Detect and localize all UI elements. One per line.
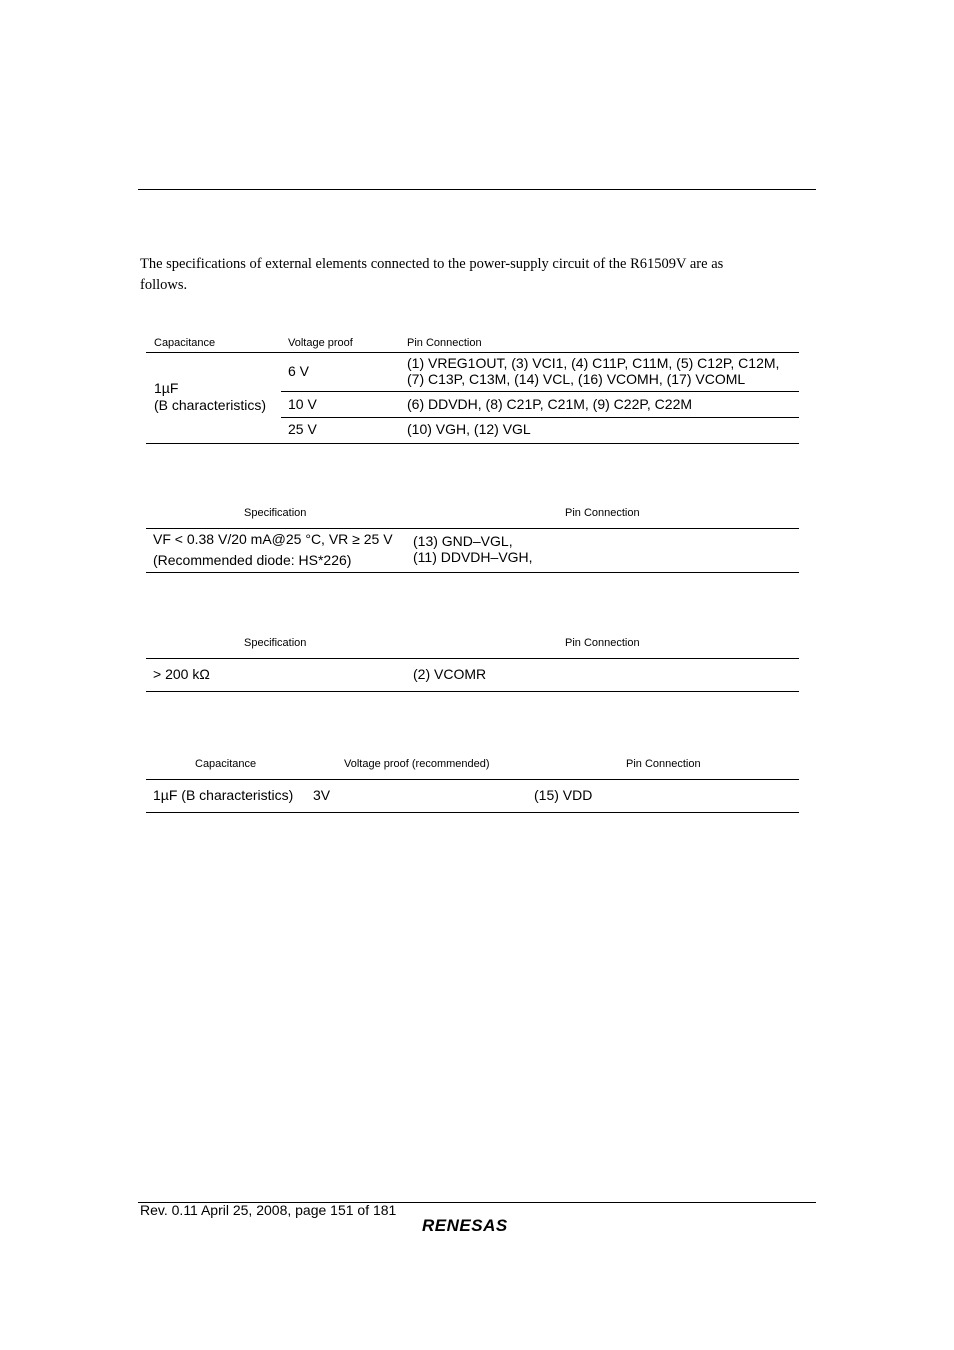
diode-pins-line2: (11) DDVDH–VGH, (413, 549, 533, 565)
intro-line-1: The specifications of external elements connected to the power-supply circuit of the R61509V are as (140, 256, 724, 272)
capacitance-characteristics: (B characteristics) (154, 397, 267, 413)
vdd-pins: (15) VDD (534, 787, 593, 803)
table-rule (146, 779, 799, 780)
table-rule (281, 417, 799, 418)
header-capacitance: Capacitance (154, 337, 216, 349)
renesas-logo (421, 1216, 533, 1239)
header-capacitance: Capacitance (195, 758, 257, 770)
table-rule (146, 658, 799, 659)
table-rule (146, 572, 799, 573)
table-rule (146, 812, 799, 813)
table-rule (146, 352, 799, 353)
intro-line-2: follows. (140, 277, 188, 293)
capacitance-value: 1µF (154, 380, 179, 396)
header-voltage-proof: Voltage proof (recommended) (344, 758, 490, 770)
header-pin-connection: Pin Connection (565, 507, 640, 519)
voltage-10v: 10 V (288, 396, 317, 412)
diode-spec-line2: (Recommended diode: HS*226) (153, 552, 352, 568)
resistor-spec: > 200 kΩ (153, 666, 210, 682)
pins-25v: (10) VGH, (12) VGL (407, 421, 531, 437)
header-voltage-proof: Voltage proof (288, 337, 353, 349)
renesas-logo-mark (421, 1216, 533, 1234)
pins-6v-line1: (1) VREG1OUT, (3) VCI1, (4) C11P, C11M, (5) C12P, C12M, (407, 355, 780, 371)
diode-table (146, 504, 799, 574)
header-pin-connection: Pin Connection (565, 637, 640, 649)
pins-6v-line2: (7) C13P, C13M, (14) VCL, (16) VCOMH, (17) VCOML (407, 371, 746, 387)
table-rule (281, 391, 799, 392)
diode-pins-line1: (13) GND–VGL, (413, 533, 513, 549)
intro-paragraph (140, 254, 800, 296)
table-rule (146, 528, 799, 529)
header-specification: Specification (244, 507, 307, 519)
vdd-capacitor-table (146, 755, 799, 815)
header-pin-connection: Pin Connection (407, 337, 482, 349)
table-rule (146, 691, 799, 692)
header-pin-connection: Pin Connection (626, 758, 701, 770)
pins-10v: (6) DDVDH, (8) C21P, C21M, (9) C22P, C22M (407, 396, 693, 412)
resistor-table (146, 634, 799, 694)
vdd-capacitance: 1µF (B characteristics) (153, 787, 294, 803)
capacitor-table (146, 334, 799, 444)
voltage-25v: 25 V (288, 421, 317, 437)
svg-text:RENESAS: RENESAS (422, 1216, 508, 1234)
header-rule (138, 189, 816, 190)
header-specification: Specification (244, 637, 307, 649)
revision-text: Rev. 0.11 April 25, 2008, page 151 of 181 (140, 1202, 397, 1218)
vdd-voltage: 3V (313, 787, 331, 803)
table-rule (146, 443, 799, 444)
voltage-6v: 6 V (288, 363, 310, 379)
diode-spec-line1: VF < 0.38 V/20 mA@25 °C, VR ≥ 25 V (153, 531, 393, 547)
resistor-pins: (2) VCOMR (413, 666, 487, 682)
